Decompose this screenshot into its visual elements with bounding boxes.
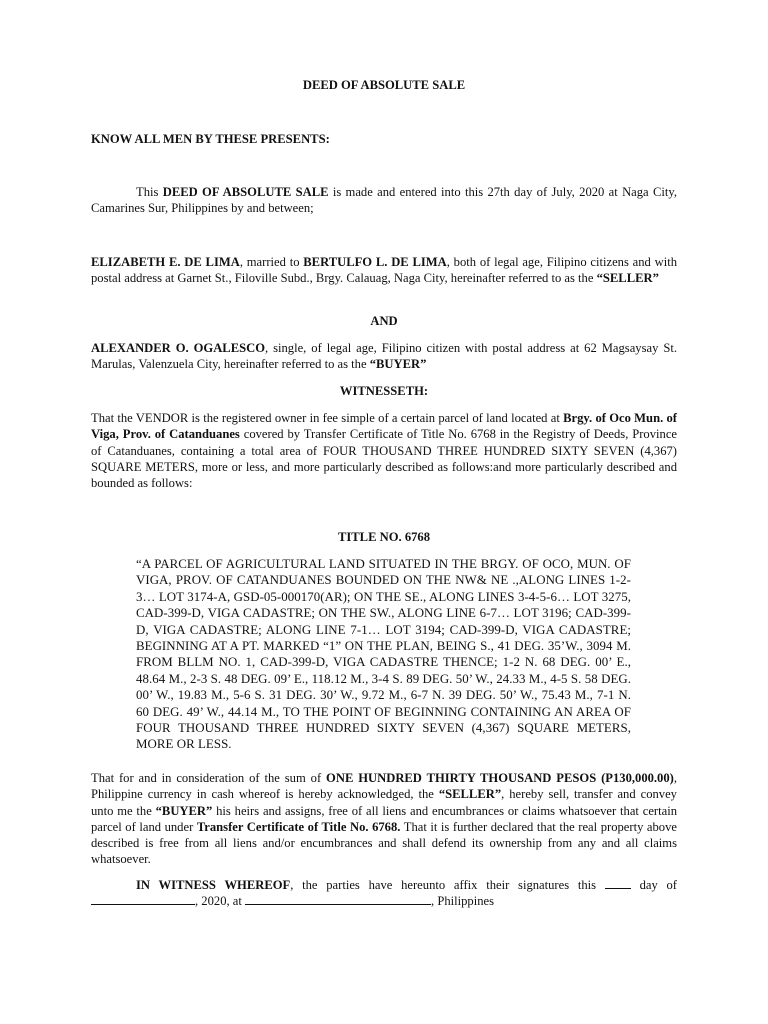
consideration-tct: Transfer Certificate of Title No. 6768. xyxy=(196,819,401,834)
title-number-heading: TITLE NO. 6768 xyxy=(337,530,431,544)
buyer-paragraph xyxy=(91,340,677,373)
witness-text-4: , Philippines xyxy=(431,894,495,909)
consideration-text-4: his heirs and assigns, free of all liens and encumbrances or claims whatsoever that certain parcel of land under xyxy=(91,803,677,834)
intro-text-start: This xyxy=(136,185,163,199)
vendor-paragraph xyxy=(91,410,677,491)
seller-paragraph xyxy=(91,254,677,287)
buyer-name: ALEXANDER O. OGALESCO xyxy=(91,341,265,355)
witness-text-3: , 2020, at xyxy=(195,894,246,909)
seller-text-married: , married to xyxy=(239,255,304,269)
salutation: KNOW ALL MEN BY THESE PRESENTS: xyxy=(91,132,330,146)
consideration-amount: ONE HUNDRED THIRTY THOUSAND PESOS (P130,000.00) xyxy=(326,771,674,785)
seller-spouse: BERTULFO L. DE LIMA xyxy=(303,255,447,269)
seller-name: ELIZABETH E. DE LIMA xyxy=(91,255,240,269)
witness-text-1: , the parties have hereunto affix their signatures this xyxy=(290,878,605,892)
day-blank-field[interactable] xyxy=(605,877,631,889)
consideration-buyer-role: “BUYER” xyxy=(155,803,213,818)
buyer-text-details: , single, of legal age, Filipino citizen with postal address at 62 Magsaysay St. Marulas, Valenzuela City, hereinafter referred to as the xyxy=(91,341,677,372)
intro-paragraph xyxy=(91,184,677,217)
witness-paragraph xyxy=(91,877,677,910)
vendor-text-end: covered by Transfer Certificate of Title No. 6768 in the Registry of Deeds, Province of Catanduanes, containing a total area of FOUR THOUSAND THREE HUNDRED SIXTY SEVEN (4,367) SQUARE METERS, more or less, and more particularly described as follows:and more particularly described and bounded as follows: xyxy=(91,427,678,491)
seller-role: “SELLER” xyxy=(596,271,659,286)
seller-text-details: , both of legal age, Filipino citizens and with postal address at Garnet St., Filoville Subd., Brgy. Calauag, Naga City, hereinafter referred to as the xyxy=(91,255,677,286)
witnesseth-heading: WITNESSETH: xyxy=(339,384,429,398)
place-blank-field[interactable] xyxy=(245,893,431,905)
witness-text-2: day of xyxy=(630,878,677,892)
consideration-text-1: That for and in consideration of the sum of xyxy=(91,771,327,785)
consideration-text-2: , Philippine currency in cash whereof is hereby acknowledged, the xyxy=(91,771,677,802)
and-heading: AND xyxy=(370,314,398,328)
vendor-location: Brgy. of Oco Mun. of Viga, Prov. of Catanduanes xyxy=(91,411,677,442)
consideration-text-3: , hereby sell, transfer and convey unto me the xyxy=(91,787,677,818)
technical-description: “A PARCEL OF AGRICULTURAL LAND SITUATED IN THE BRGY. OF OCO, MUN. OF VIGA, PROV. OF CATANDUANES BOUNDED ON THE NW& NE .,ALONG LINES 1-2-3… LOT 3174-A, GSD-05-000170(AR); ON THE SE., ALONG LINES 3-4-5-6… LOT 3275, CAD-399-D, VIGA CADASTRE; ON THE SW., ALONG LINE 6-7… LOT 3196; CAD-399-D, VIGA CADASTRE; ALONG LINE 7-1… LOT 3194; CAD-399-D, VIGA CADASTRE; BEGINNING AT A PT. MARKED “1” ON THE PLAN, BEING S., 41 DEG. 35’W., 3094 M. FROM BLLM NO. 1, CAD-399-D, VIGA CADASTRE THENCE; 1-2 N. 68 DEG. 00’ E., 48.64 M., 2-3 S. 48 DEG. 09’ E., 118.12 M., 3-4 S. 89 DEG. 50’ W., 24.33 M., 4-5 S. 58 DEG. 00’ W., 19.83 M., 5-6 S. 31 DEG. 30’ W., 9.72 M., 6-7 N. 39 DEG. 50’ W., 75.43 M., 7-1 N. 60 DEG. 49’ W., 44.14 M., TO THE POINT OF BEGINNING CONTAINING AN AREA OF FOUR THOUSAND THREE HUNDRED SIXTY SEVEN (4,367) SQUARE METERS, MORE OR LESS. xyxy=(136,557,631,752)
intro-text-end: is made and entered into this 27th day of July, 2020 at Naga City, Camarines Sur, Philippines by and between; xyxy=(91,185,677,216)
consideration-paragraph xyxy=(91,770,677,868)
intro-deed-name: DEED OF ABSOLUTE SALE xyxy=(162,185,329,199)
document-title: DEED OF ABSOLUTE SALE xyxy=(302,78,466,92)
month-blank-field[interactable] xyxy=(91,893,195,905)
consideration-seller-role: “SELLER” xyxy=(438,787,502,802)
buyer-role: “BUYER” xyxy=(369,357,427,372)
vendor-text-start: That the VENDOR is the registered owner in fee simple of a certain parcel of land located at xyxy=(91,411,564,425)
consideration-text-5: That it is further declared that the real property above described is free from all liens and/or encumbrances and shall defend its ownership from any and all claims whatsoever. xyxy=(91,819,677,867)
witness-lead: IN WITNESS WHEREOF xyxy=(136,878,291,892)
